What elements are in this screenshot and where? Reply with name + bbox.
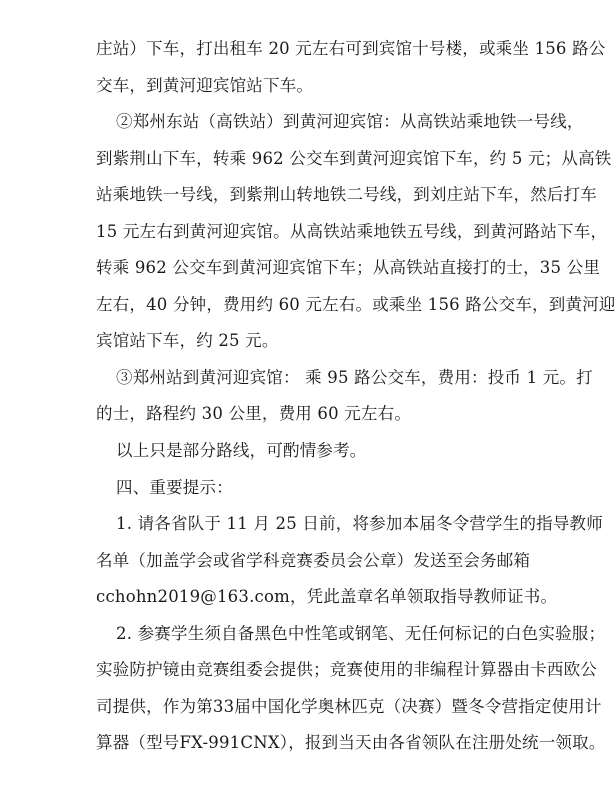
text-line: 到紫荆山下车，转乘 962 公交车到黄河迎宾馆下车，约 5 元；从高铁: [96, 149, 612, 168]
text-line: 名单（加盖学会或省学科竞赛委员会公章）发送至会务邮箱: [96, 551, 531, 570]
text-line: 司提供，作为第33届中国化学奥林匹克（决赛）暨冬令营指定使用计: [96, 697, 602, 716]
text-line: 2. 参赛学生须自备黑色中性笔或钢笔、无任何标记的白色实验服；: [116, 624, 606, 643]
text-line: ②郑州东站（高铁站）到黄河迎宾馆：从高铁站乘地铁一号线，: [116, 112, 584, 131]
text-line: 庄站）下车，打出租车 20 元左右可到宾馆十号楼，或乘坐 156 路公: [96, 39, 606, 58]
text-line: 1. 请各省队于 11 月 25 日前，将参加本届冬令营学生的指导教师: [116, 514, 603, 533]
text-line: 转乘 962 公交车到黄河迎宾馆下车；从高铁站直接打的士，35 公里: [96, 258, 601, 277]
text-line: 站乘地铁一号线，到紫荆山转地铁二号线，到刘庄站下车，然后打车: [96, 185, 597, 204]
text-line: 实验防护镜由竞赛组委会提供；竞赛使用的非编程计算器由卡西欧公: [96, 660, 597, 679]
text-line: ③郑州站到黄河迎宾馆： 乘 95 路公交车，费用：投币 1 元。打: [116, 368, 593, 387]
email-text-line: cchohn2019@163.com，凭此盖章名单领取指导教师证书。: [96, 587, 558, 606]
text-line: 15 元左右到黄河迎宾馆。从高铁站乘地铁五号线，到黄河路站下车，: [96, 222, 608, 241]
text-line: 算器（型号FX-991CNX），报到当天由各省领队在注册处统一领取。: [96, 733, 606, 752]
text-line: 的士，路程约 30 公里，费用 60 元左右。: [96, 404, 412, 423]
text-line: 交车，到黄河迎宾馆站下车。: [96, 76, 314, 95]
text-line: 左右，40 分钟，费用约 60 元左右。或乘坐 156 路公交车，到黄河迎: [96, 295, 616, 314]
text-line: 以上只是部分路线，可酌情参考。: [116, 441, 367, 460]
section-heading: 四、重要提示：: [116, 478, 233, 497]
text-line: 宾馆站下车，约 25 元。: [96, 331, 279, 350]
